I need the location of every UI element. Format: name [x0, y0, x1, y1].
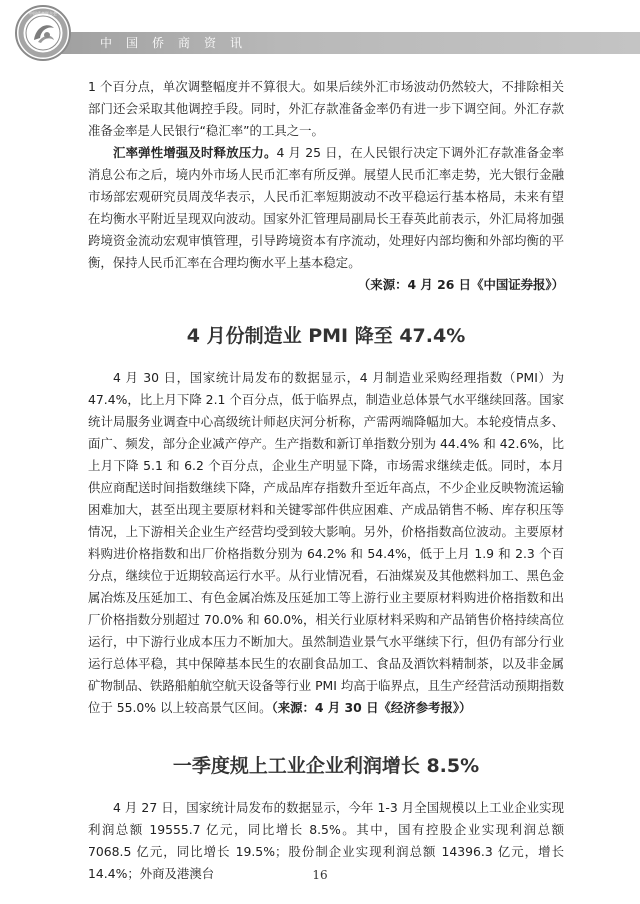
- paragraph: [88, 367, 564, 719]
- chamber-logo-icon: [14, 4, 72, 62]
- source-citation: （来源：4 月 26 日《中国证券报》）: [357, 277, 564, 292]
- section-title: 一季度规上工业企业利润增长 8.5%: [172, 755, 480, 777]
- article-body: [88, 76, 564, 885]
- section-title: 4 月份制造业 PMI 降至 47.4%: [186, 325, 466, 347]
- page-number: 16: [312, 868, 328, 882]
- paragraph: [88, 142, 564, 274]
- paragraph: 4 月 27 日，国家统计局发布的数据显示，今年 1-3 月全国规模以上工业企业实现利润总额 19555.7 亿元，同比增长 8.5%。其中，国有控股企业实现利润总额 7068.5 亿元，同比增长 19.5%；股份制企业实现利润总额 14396.3 亿元，增长 14.4%；外商及港澳台: [88, 800, 564, 881]
- paragraph-body: 4 月 30 日，国家统计局发布的数据显示，4 月制造业采购经理指数（PMI）为 47.4%，比上月下降 2.1 个百分点，低于临界点，制造业总体景气水平继续回落。国家统计局服务业调查中心高级统计师赵庆河分析称，产需两端降幅加大。本轮疫情点多、面广、频发，部分企业减产停产。生产指数和新订单指数分别为 44.4% 和 42.6%，比上月下降 5.1 和 6.2 个百分点，企业生产明显下降，市场需求继续走低。同时，本月供应商配送时间指数继续下降，产成品库存指数升至近年高点，不少企业反映物流运输困难加大，甚至出现主要原材料和关键零部件供应困难、产成品销售不畅、库存积压等情况，上下游相关企业生产经营均受到较大影响。另外，价格指数高位波动。主要原材料购进价格指数和出厂价格指数分别为 64.2% 和 54.4%，低于上月 1.9 和 2.3 个百分点，继续位于近期较高运行水平。从行业情况看，石油煤炭及其他燃料加工、黑色金属冶炼及压延加工、有色金属冶炼及压延加工等上游行业主要原材料购进价格指数和出厂价格指数分别超过 70.0% 和 60.0%，相关行业原材料采购和产品销售价格持续高位运行，中下游行业成本压力不断加大。虽然制造业景气水平继续下行，但仍有部分行业运行总体平稳，其中保障基本民生的农副食品加工、食品及酒饮料精制茶，以及非金属矿物制品、铁路船舶航空航天设备等行业 PMI 均高于临界点，且生产经营活动预期指数位于 55.0% 以上较高景气区间。: [88, 370, 564, 715]
- paragraph: 1 个百分点，单次调整幅度并不算很大。如果后续外汇市场波动仍然较大，不排除相关部门还会采取其他调控手段。同时，外汇存款准备金率仍有进一步下调空间。外汇存款准备金率是人民银行“稳汇率”的工具之一。: [88, 79, 564, 138]
- paragraph-body: 4 月 25 日，在人民银行决定下调外汇存款准备金率消息公布之后，境内外市场人民币汇率有所反弹。展望人民币汇率走势，光大银行金融市场部宏观研究员周茂华表示，人民币汇率短期波动不改平稳运行基本格局，未来有望在均衡水平附近呈现双向波动。国家外汇管理局副局长王春英此前表示，外汇局将加强跨境资金流动宏观审慎管理，引导跨境资本有序流动，处理好内部均衡和外部均衡的平衡，保持人民币汇率在合理均衡水平上基本稳定。: [88, 145, 564, 270]
- source-citation: （来源：4 月 30 日《经济参考报》）: [271, 700, 472, 715]
- logo-text: 中国侨商联合会: [29, 11, 57, 16]
- page-header: [0, 0, 640, 62]
- paragraph-lead: 汇率弹性增强及时释放压力。: [113, 145, 277, 160]
- header-title: 中国侨商资讯: [100, 36, 257, 50]
